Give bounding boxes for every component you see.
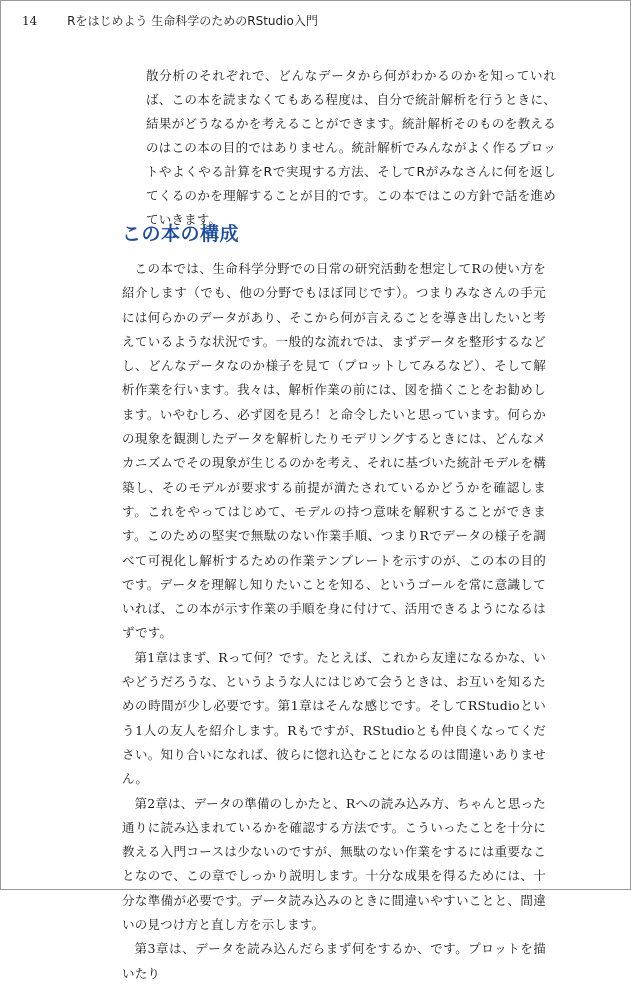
section-body [122, 257, 546, 986]
intro-block [146, 64, 556, 232]
body-paragraph: 第2章は、データの準備のしかたと、Rへの読み込み方、ちゃんと思った通りに読み込まれているかを確認する方法です。こういったことを十分に教える入門コースは少ないのですが、無駄のない作業をするには重要なことなので、この章でしっかり説明します。十分な成果を得るためには、十分な準備が必要です。データ読み込みのときに間違いやすいことと、間違いの見つけ方と直し方を示します。 [122, 795, 546, 933]
section-heading: この本の構成 [122, 223, 240, 245]
running-header [22, 12, 318, 29]
book-title: Rをはじめよう 生命科学のためのRStudio入門 [67, 14, 318, 28]
intro-paragraph: 散分析のそれぞれで、どんなデータから何がわかるのかを知っていれば、この本を読まなくてもある程度は、自分で統計解析を行うときに、結果がどうなるかを考えることができます。統計解析そのものを教えるのはこの本の目的ではありません。統計解析でみんながよく作るプロットやよくやる計算をRで実現する方法、そしてRがみなさんに何を返してくるのかを理解することが目的です。この本ではこの方針で話を進めていきます。 [146, 68, 556, 227]
page-number: 14 [22, 14, 38, 28]
body-paragraph: 第1章はまず、Rって何？です。たとえば、これから友達になるかな、いやどうだろうな、というような人にはじめて会うときは、お互いを知るための時間が少し必要です。第1章はそんな感じです。そしてRStudioという1人の友人を紹介します。Rもですが、RStudioとも仲良くなってください。知り合いになれば、彼らに惚れ込むことになるのは間違いありません。 [122, 649, 546, 787]
body-paragraph: 第3章は、データを読み込んだらまず何をするか、です。プロットを描いたり [122, 941, 546, 981]
body-paragraph: この本では、生命科学分野での日常の研究活動を想定してRの使い方を紹介します（でも、他の分野でもほぼ同じです）。つまりみなさんの手元には何らかのデータがあり、そこから何が言えることを導き出したいと考えているような状況です。一般的な流れでは、まずデータを整形するなどし、どんなデータなのか様子を見て（プロットしてみるなど）、そして解析作業を行います。我々は、解析作業の前には、図を描くことをお勧めします。いやむしろ、必ず図を見ろ！と命令したいと思っています。何らかの現象を観測したデータを解析したりモデリングするときには、どんなメカニズムでその現象が生じるのかを考え、それに基づいた統計モデルを構築し、そのモデルが要求する前提が満たされているかどうかを確認します。これをやってはじめて、モデルの持つ意味を解釈することができます。このための堅実で無駄のない作業手順、つまりRでデータの様子を調べて可視化し解析するための作業テンプレートを示すのが、この本の目的です。データを理解し知りたいことを知る、というゴールを常に意識していれば、この本が示す作業の手順を身に付けて、活用できるようになるはずです。 [122, 261, 546, 641]
